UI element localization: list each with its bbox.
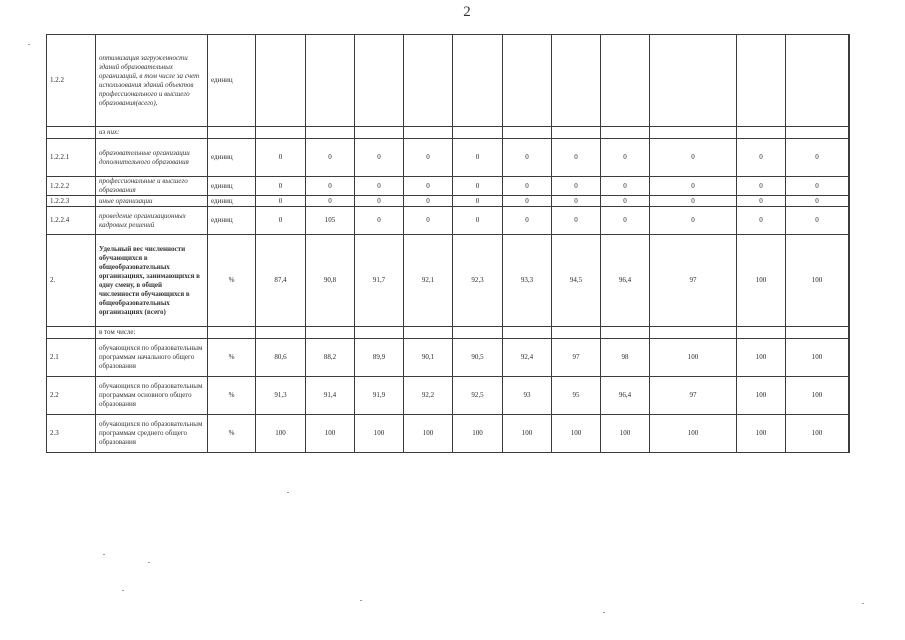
value-cell: 0 <box>786 207 849 235</box>
value-cell <box>503 327 552 339</box>
value-cell <box>453 35 503 127</box>
value-cell: 0 <box>453 139 503 177</box>
value-cell: 0 <box>737 139 786 177</box>
value-cell <box>849 339 850 377</box>
value-cell: 92,3 <box>453 235 503 327</box>
value-cell <box>849 235 850 327</box>
value-cell: 98 <box>601 339 650 377</box>
value-cell: 80,6 <box>256 339 306 377</box>
value-cell: 92,4 <box>503 339 552 377</box>
value-cell: 90,8 <box>306 235 355 327</box>
value-cell <box>503 127 552 139</box>
scan-speck <box>360 600 362 601</box>
row-code: 2. <box>47 235 96 327</box>
value-cell: 100 <box>601 415 650 453</box>
value-cell: 0 <box>552 207 601 235</box>
value-cell: 93 <box>503 377 552 415</box>
value-cell: 91,7 <box>355 235 404 327</box>
value-cell: 0 <box>256 139 306 177</box>
value-cell <box>355 127 404 139</box>
value-cell <box>849 139 850 177</box>
value-cell: 100 <box>453 415 503 453</box>
value-cell <box>256 127 306 139</box>
value-cell: 0 <box>404 196 453 207</box>
value-cell: 100 <box>404 415 453 453</box>
value-cell: 0 <box>503 177 552 196</box>
value-cell: 0 <box>453 196 503 207</box>
value-cell: 100 <box>737 235 786 327</box>
value-cell: 0 <box>786 196 849 207</box>
value-cell <box>786 327 849 339</box>
value-cell: 100 <box>786 415 849 453</box>
row-unit: единиц <box>208 35 256 127</box>
value-cell: 90,5 <box>453 339 503 377</box>
value-cell: 0 <box>453 207 503 235</box>
table-row <box>47 339 850 377</box>
value-cell: 94,5 <box>552 235 601 327</box>
table-row <box>47 127 850 139</box>
scan-speck <box>287 492 289 493</box>
value-cell <box>849 415 850 453</box>
table-row <box>47 235 850 327</box>
value-cell: 0 <box>601 207 650 235</box>
value-cell: 0 <box>650 139 737 177</box>
value-cell <box>650 35 737 127</box>
value-cell <box>453 127 503 139</box>
value-cell: 91,3 <box>256 377 306 415</box>
value-cell <box>601 327 650 339</box>
indicator-table <box>46 34 850 453</box>
value-cell <box>786 127 849 139</box>
value-cell: 96,4 <box>601 235 650 327</box>
value-cell: 92,2 <box>404 377 453 415</box>
scan-speck <box>103 554 105 555</box>
row-code <box>47 327 96 339</box>
value-cell: 91,4 <box>306 377 355 415</box>
table-row <box>47 196 850 207</box>
value-cell: 87,4 <box>256 235 306 327</box>
value-cell <box>849 207 850 235</box>
value-cell: 93,3 <box>503 235 552 327</box>
value-cell: 100 <box>737 415 786 453</box>
value-cell: 100 <box>503 415 552 453</box>
value-cell: 0 <box>786 139 849 177</box>
scan-speck <box>122 590 124 591</box>
value-cell <box>650 127 737 139</box>
value-cell: 0 <box>601 196 650 207</box>
value-cell: 91,9 <box>355 377 404 415</box>
value-cell <box>355 35 404 127</box>
row-unit: единиц <box>208 207 256 235</box>
row-code: 1.2.2.2 <box>47 177 96 196</box>
value-cell <box>737 327 786 339</box>
row-unit <box>208 327 256 339</box>
value-cell: 90,1 <box>404 339 453 377</box>
value-cell: 100 <box>650 339 737 377</box>
value-cell: 88,2 <box>306 339 355 377</box>
value-cell <box>306 327 355 339</box>
value-cell: 0 <box>737 177 786 196</box>
value-cell: 0 <box>503 207 552 235</box>
value-cell: 100 <box>650 415 737 453</box>
row-unit: % <box>208 415 256 453</box>
value-cell: 0 <box>737 207 786 235</box>
value-cell: 97 <box>650 377 737 415</box>
value-cell: 0 <box>256 196 306 207</box>
value-cell: 0 <box>650 196 737 207</box>
value-cell <box>849 196 850 207</box>
value-cell: 100 <box>737 377 786 415</box>
value-cell: 100 <box>786 377 849 415</box>
row-name: профессиональные и высшего образования <box>96 177 208 196</box>
value-cell: 0 <box>552 196 601 207</box>
value-cell <box>849 177 850 196</box>
value-cell <box>404 127 453 139</box>
value-cell <box>404 35 453 127</box>
value-cell <box>306 127 355 139</box>
value-cell <box>404 327 453 339</box>
value-cell <box>849 327 850 339</box>
page-number: 2 <box>463 4 471 20</box>
value-cell: 100 <box>256 415 306 453</box>
table-body <box>47 35 850 453</box>
row-unit: единиц <box>208 196 256 207</box>
value-cell: 95 <box>552 377 601 415</box>
table-row <box>47 35 850 127</box>
row-name: проведение организационных кадровых решений <box>96 207 208 235</box>
row-unit: % <box>208 339 256 377</box>
value-cell: 97 <box>552 339 601 377</box>
row-unit <box>208 127 256 139</box>
value-cell: 89,9 <box>355 339 404 377</box>
value-cell: 100 <box>737 339 786 377</box>
scan-speck <box>28 44 30 45</box>
value-cell: 100 <box>786 339 849 377</box>
value-cell: 0 <box>306 177 355 196</box>
scan-speck <box>148 562 150 563</box>
row-name: образовательные организации дополнительного образования <box>96 139 208 177</box>
value-cell: 0 <box>355 139 404 177</box>
value-cell: 100 <box>786 235 849 327</box>
value-cell: 100 <box>552 415 601 453</box>
value-cell <box>650 327 737 339</box>
value-cell: 0 <box>355 196 404 207</box>
value-cell <box>306 35 355 127</box>
value-cell <box>849 377 850 415</box>
value-cell: 0 <box>552 177 601 196</box>
value-cell: 100 <box>355 415 404 453</box>
row-code: 1.2.2 <box>47 35 96 127</box>
table-row <box>47 327 850 339</box>
scan-speck <box>603 612 605 613</box>
value-cell <box>601 127 650 139</box>
scan-speck <box>862 603 864 604</box>
value-cell: 92,1 <box>404 235 453 327</box>
value-cell <box>737 127 786 139</box>
value-cell: 0 <box>552 139 601 177</box>
row-name: обучающихся по образовательным программам среднего общего образования <box>96 415 208 453</box>
value-cell <box>737 35 786 127</box>
value-cell: 0 <box>650 207 737 235</box>
value-cell: 0 <box>306 196 355 207</box>
value-cell: 0 <box>404 177 453 196</box>
value-cell: 0 <box>256 177 306 196</box>
row-name: обучающихся по образовательным программам основного общего образования <box>96 377 208 415</box>
value-cell <box>256 327 306 339</box>
value-cell: 0 <box>404 139 453 177</box>
row-unit: % <box>208 235 256 327</box>
value-cell: 92,5 <box>453 377 503 415</box>
value-cell: 0 <box>404 207 453 235</box>
value-cell: 97 <box>650 235 737 327</box>
value-cell: 100 <box>306 415 355 453</box>
value-cell <box>355 327 404 339</box>
value-cell <box>786 35 849 127</box>
value-cell: 0 <box>355 207 404 235</box>
row-name: иные организации <box>96 196 208 207</box>
value-cell: 0 <box>650 177 737 196</box>
row-name: обучающихся по образовательным программам начального общего образования <box>96 339 208 377</box>
value-cell: 0 <box>453 177 503 196</box>
value-cell <box>601 35 650 127</box>
row-code: 1.2.2.4 <box>47 207 96 235</box>
row-code: 2.2 <box>47 377 96 415</box>
row-name: из них: <box>96 127 208 139</box>
row-code: 1.2.2.1 <box>47 139 96 177</box>
value-cell: 0 <box>355 177 404 196</box>
row-code: 2.3 <box>47 415 96 453</box>
table-row <box>47 139 850 177</box>
table-row <box>47 207 850 235</box>
value-cell: 0 <box>306 139 355 177</box>
value-cell: 96,4 <box>601 377 650 415</box>
row-name: Удельный вес численности обучающихся в общеобразовательных организациях, занимающихся в одну смену, в общей численности обучающихся в общеобразовательных организациях (всего) <box>96 235 208 327</box>
value-cell <box>256 35 306 127</box>
value-cell: 0 <box>601 139 650 177</box>
value-cell <box>552 327 601 339</box>
row-unit: единиц <box>208 177 256 196</box>
table-row <box>47 415 850 453</box>
row-code: 2.1 <box>47 339 96 377</box>
row-name: в том числе: <box>96 327 208 339</box>
value-cell <box>849 35 850 127</box>
value-cell: 0 <box>256 207 306 235</box>
value-cell <box>552 35 601 127</box>
row-code <box>47 127 96 139</box>
row-unit: единиц <box>208 139 256 177</box>
value-cell: 0 <box>503 139 552 177</box>
value-cell <box>503 35 552 127</box>
row-unit: % <box>208 377 256 415</box>
row-name: оптимизация загруженности зданий образовательных организаций, в том числе за счет использования зданий объектов профессионального и высшего образования(всего), <box>96 35 208 127</box>
table-row <box>47 377 850 415</box>
value-cell: 0 <box>503 196 552 207</box>
value-cell <box>552 127 601 139</box>
value-cell <box>849 127 850 139</box>
value-cell: 0 <box>786 177 849 196</box>
value-cell <box>453 327 503 339</box>
value-cell: 0 <box>737 196 786 207</box>
table-row <box>47 177 850 196</box>
value-cell: 0 <box>601 177 650 196</box>
value-cell: 105 <box>306 207 355 235</box>
row-code: 1.2.2.3 <box>47 196 96 207</box>
